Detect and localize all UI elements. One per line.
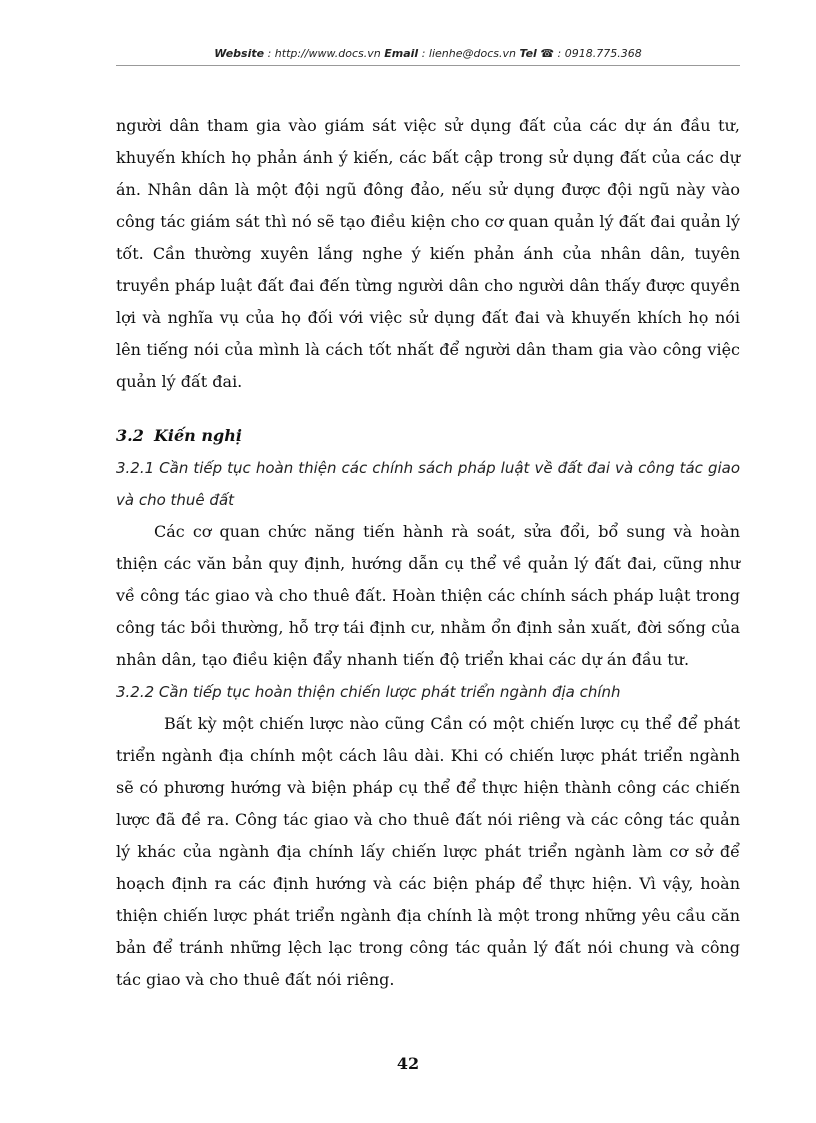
subsection-heading-3-2-2: 3.2.2 Cần tiếp tục hoàn thiện chiến lược phát triển ngành địa chính	[116, 683, 621, 701]
email-label: Email	[384, 47, 419, 60]
subsection-3-2-1-paragraph: Các cơ quan chức năng tiến hành rà soát, sửa đổi, bổ sung và hoàn thiện các văn bản quy định, hướng dẫn cụ thể về quản lý đất đai, cũng như về công tác giao và cho thuê đất. Hoàn thiện các chính sách pháp luật trong công tác bồi thường, hỗ trợ tái định cư, nhằm ổn định sản xuất, đời sống của nhân dân, tạo điều kiện đẩy nhanh tiến độ triển khai các dự án đầu tư.	[116, 522, 740, 669]
subsection-heading-3-2-1: 3.2.1 Cần tiếp tục hoàn thiện các chính sách pháp luật về đất đai và công tác giao và cho thuê đất	[116, 459, 740, 509]
section-heading-3-2	[116, 420, 740, 452]
subsection-3-2-2-paragraph: Bất kỳ một chiến lược nào cũng Cần có một chiến lược cụ thể để phát triển ngành địa chính một cách lâu dài. Khi có chiến lược phát triển ngành sẽ có phương hướng và biện pháp cụ thể để thực hiện thành công các chiến lược đã đề ra. Công tác giao và cho thuê đất nói riêng và các công tác quản lý khác của ngành địa chính lấy chiến lược phát triển ngành làm cơ sở để hoạch định ra các định hướng và các biện pháp để thực hiện. Vì vậy, hoàn thiện chiến lược phát triển ngành địa chính là một trong những yêu cầu căn bản để tránh những lệch lạc trong công tác quản lý đất nói chung và công tác giao và cho thuê đất nói riêng.	[116, 714, 740, 989]
section-title: Kiến nghị	[154, 426, 242, 445]
website-label: Website	[214, 47, 265, 60]
website-value: : http://www.docs.vn	[264, 47, 385, 60]
page-header	[116, 47, 740, 60]
phone-icon: ☎	[540, 47, 555, 60]
tel-label: Tel	[519, 47, 537, 60]
section-number: 3.2	[116, 426, 144, 445]
intro-paragraph: người dân tham gia vào giám sát việc sử dụng đất của các dự án đầu tư, khuyến khích họ phản ánh ý kiến, các bất cập trong sử dụng đất của các dự án. Nhân dân là một đội ngũ đông đảo, nếu sử dụng được đội ngũ này vào công tác giám sát thì nó sẽ tạo điều kiện cho cơ quan quản lý đất đai quản lý tốt. Cần thường xuyên lắng nghe ý kiến phản ánh của nhân dân, tuyên truyền pháp luật đất đai đến từng người dân cho người dân thấy được quyền lợi và nghĩa vụ của họ đối với việc sử dụng đất đai và khuyến khích họ nói lên tiếng nói của mình là cách tốt nhất để người dân tham gia vào công việc quản lý đất đai.	[116, 116, 740, 391]
email-value: : lienhe@docs.vn	[418, 47, 520, 60]
page-content	[116, 110, 740, 996]
header-divider	[116, 65, 740, 66]
tel-value: : 0918.775.368	[554, 47, 642, 60]
page-number: 42	[396, 1054, 420, 1073]
spacer	[116, 398, 740, 420]
